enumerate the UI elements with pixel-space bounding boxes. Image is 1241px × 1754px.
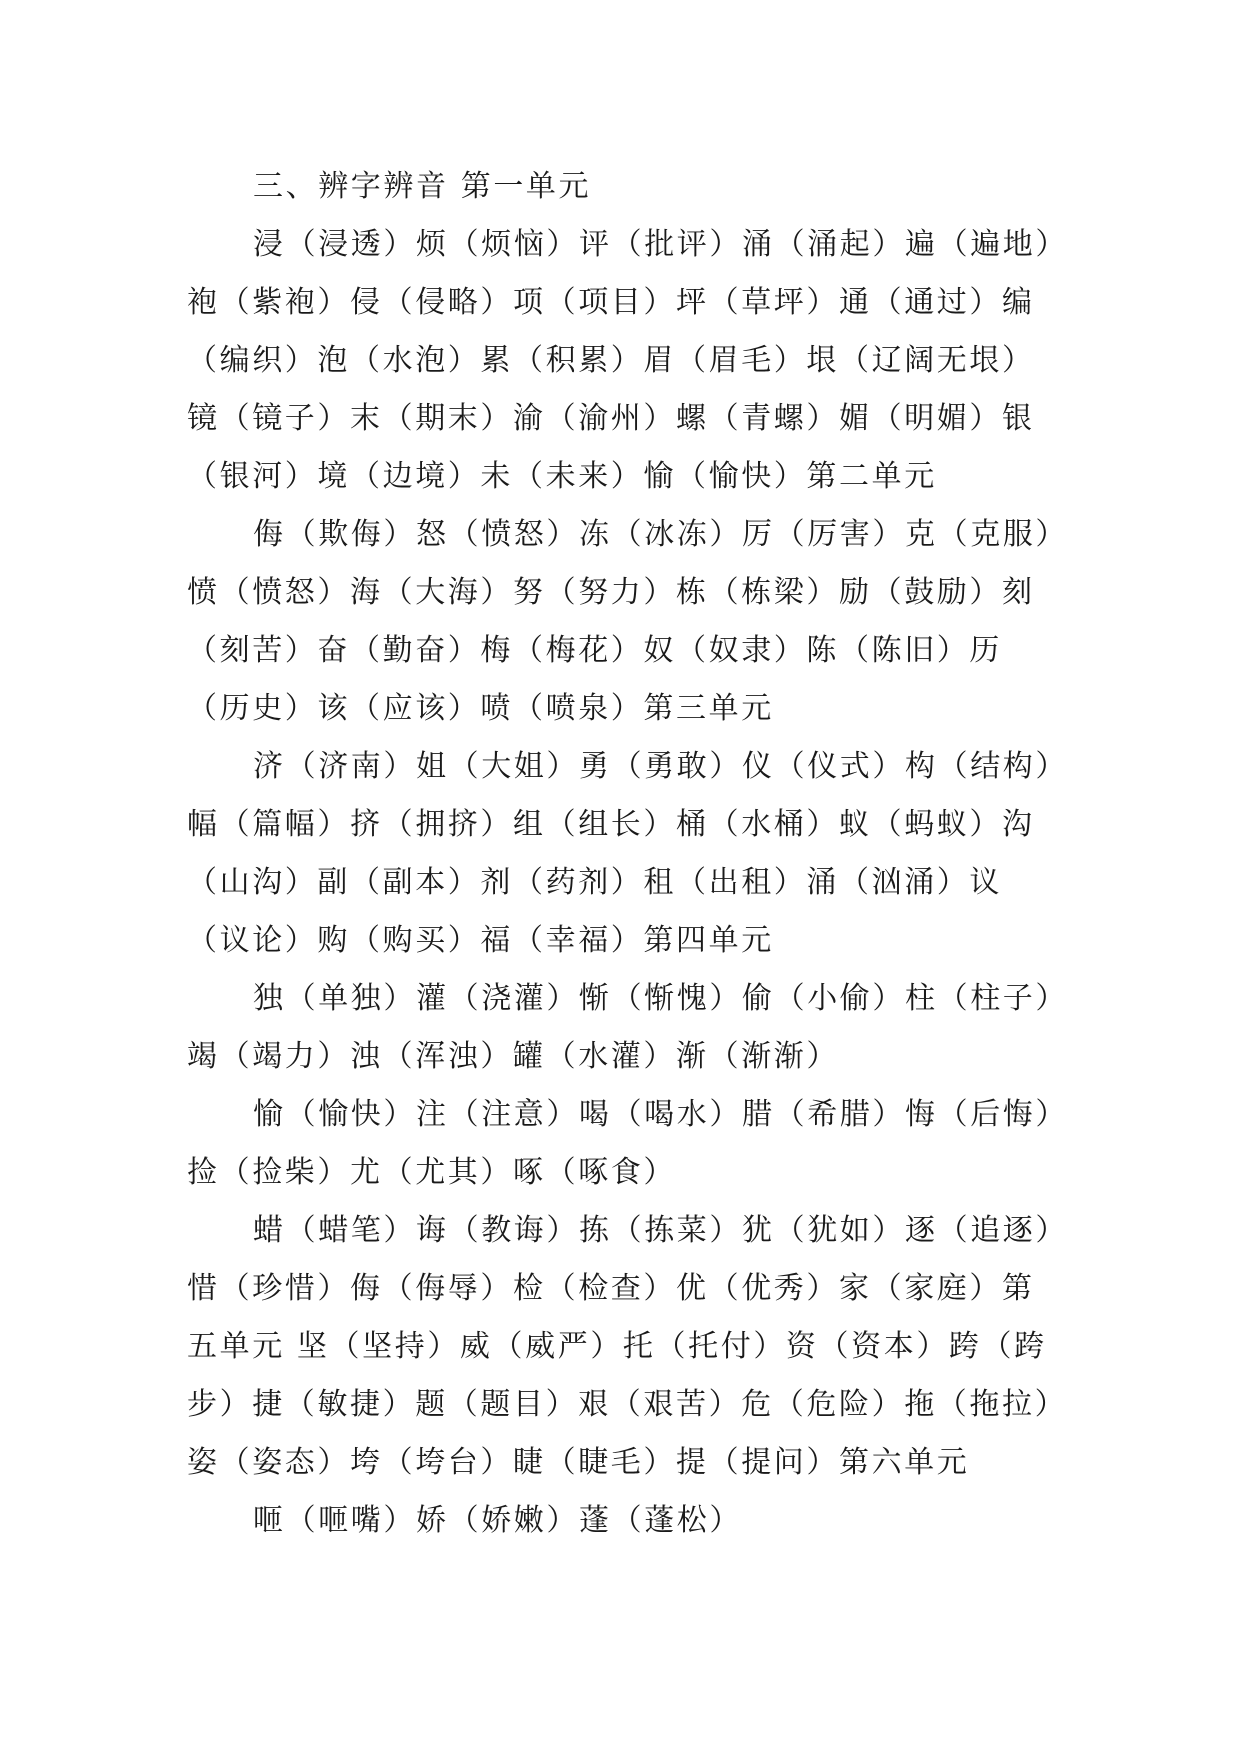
text-line: 五单元 坚（坚持）威（威严）托（托付）资（资本）跨（跨 [187, 1329, 1047, 1364]
text-line: （山沟）副（副本）剂（药剂）租（出租）涌（汹涌）议 [187, 865, 1002, 900]
text-line: （历史）该（应该）喷（喷泉）第三单元 [187, 691, 774, 726]
text-line: 竭（竭力）浊（浑浊）罐（水灌）渐（渐渐） [187, 1039, 839, 1074]
text-line: 步）捷（敏捷）题（题目）艰（艰苦）危（危险）拖（拖拉） [187, 1387, 1068, 1422]
text-line: （银河）境（边境）未（未来）愉（愉快）第二单元 [187, 459, 937, 494]
text-line: 咂（咂嘴）娇（娇嫩）蓬（蓬松） [253, 1503, 742, 1538]
text-line: 袍（紫袍）侵（侵略）项（项目）坪（草坪）通（通过）编 [187, 285, 1035, 320]
document-body [187, 158, 1067, 1550]
text-line: （议论）购（购买）福（幸福）第四单元 [187, 923, 774, 958]
text-line: 浸（浸透）烦（烦恼）评（批评）涌（涌起）遍（遍地） [253, 227, 1068, 262]
text-line: 蜡（蜡笔）诲（教诲）拣（拣菜）犹（犹如）逐（追逐） [253, 1213, 1068, 1248]
text-line: （编织）泡（水泡）累（积累）眉（眉毛）垠（辽阔无垠） [187, 343, 1035, 378]
text-line: 独（单独）灌（浇灌）惭（惭愧）偷（小偷）柱（柱子） [253, 981, 1068, 1016]
text-line: （刻苦）奋（勤奋）梅（梅花）奴（奴隶）陈（陈旧）历 [187, 633, 1002, 668]
text-line: 捡（捡柴）尤（尤其）啄（啄食） [187, 1155, 676, 1190]
text-line: 愤（愤怒）海（大海）努（努力）栋（栋梁）励（鼓励）刻 [187, 575, 1035, 610]
text-line: 姿（姿态）垮（垮台）睫（睫毛）提（提问）第六单元 [187, 1445, 970, 1480]
text-line: 济（济南）姐（大姐）勇（勇敢）仪（仪式）构（结构） [253, 749, 1068, 784]
text-line: 镜（镜子）末（期末）渝（渝州）螺（青螺）媚（明媚）银 [187, 401, 1035, 436]
section-heading: 三、辨字辨音 第一单元 [253, 169, 592, 204]
text-line: 惜（珍惜）侮（侮辱）检（检查）优（优秀）家（家庭）第 [187, 1271, 1035, 1306]
text-line: 侮（欺侮）怒（愤怒）冻（冰冻）厉（厉害）克（克服） [253, 517, 1068, 552]
text-line: 愉（愉快）注（注意）喝（喝水）腊（希腊）悔（后悔） [253, 1097, 1068, 1132]
text-line: 幅（篇幅）挤（拥挤）组（组长）桶（水桶）蚁（蚂蚁）沟 [187, 807, 1035, 842]
